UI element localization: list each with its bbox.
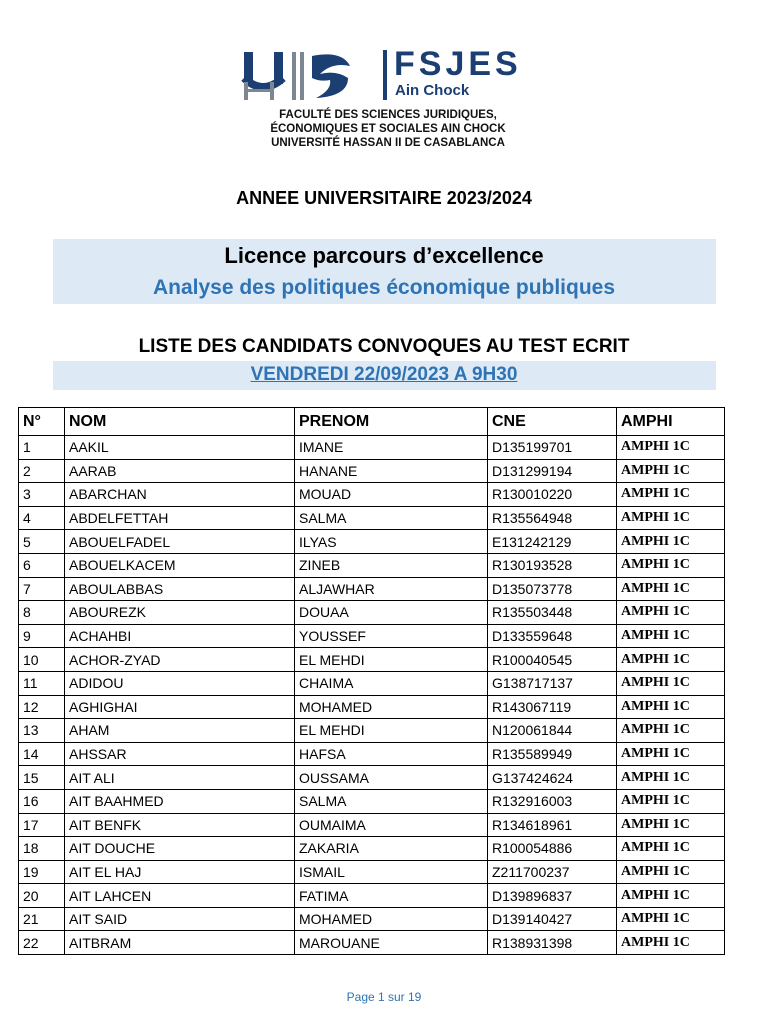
cell-nom: ADIDOU [65, 671, 295, 695]
faculty-logo [238, 46, 538, 152]
cell-amphi: AMPHI 1C [617, 742, 725, 766]
table-row [19, 483, 725, 507]
cell-cne: D131299194 [488, 459, 617, 483]
faculty-name-line-1: FACULTÉ DES SCIENCES JURIDIQUES, [279, 109, 497, 121]
cell-cne: Z211700237 [488, 860, 617, 884]
cell-nom: ABOUELKACEM [65, 553, 295, 577]
cell-prenom: ILYAS [295, 530, 488, 554]
cell-cne: R135589949 [488, 742, 617, 766]
cell-amphi: AMPHI 1C [617, 624, 725, 648]
cell-cne: R130193528 [488, 553, 617, 577]
program-title: Licence parcours d’excellence [224, 243, 544, 268]
cell-amphi: AMPHI 1C [617, 530, 725, 554]
cell-nom: AAKIL [65, 436, 295, 460]
logo-divider [383, 50, 387, 100]
table-row [19, 695, 725, 719]
cell-nom: ABARCHAN [65, 483, 295, 507]
exam-date: VENDREDI 22/09/2023 A 9H30 [250, 364, 518, 385]
cell-prenom: ZINEB [295, 553, 488, 577]
cell-cne: R135503448 [488, 601, 617, 625]
table-row [19, 577, 725, 601]
cell-prenom: ISMAIL [295, 860, 488, 884]
cell-nom: AIT ALI [65, 766, 295, 790]
candidates-table [18, 407, 725, 955]
cell-amphi: AMPHI 1C [617, 459, 725, 483]
cell-prenom: DOUAA [295, 601, 488, 625]
cell-cne: N120061844 [488, 719, 617, 743]
cell-amphi: AMPHI 1C [617, 931, 725, 955]
table-row [19, 837, 725, 861]
cell-prenom: YOUSSEF [295, 624, 488, 648]
table-row [19, 907, 725, 931]
cell-prenom: OUMAIMA [295, 813, 488, 837]
table-row [19, 624, 725, 648]
table-row [19, 719, 725, 743]
cell-number: 7 [19, 577, 65, 601]
column-header-prenom: PRENOM [295, 408, 488, 436]
cell-cne: R132916003 [488, 789, 617, 813]
cell-nom: AIT BENFK [65, 813, 295, 837]
cell-amphi: AMPHI 1C [617, 860, 725, 884]
cell-prenom: MOHAMED [295, 695, 488, 719]
cell-number: 19 [19, 860, 65, 884]
cell-nom: ACHOR-ZYAD [65, 648, 295, 672]
cell-amphi: AMPHI 1C [617, 719, 725, 743]
cell-nom: AIT EL HAJ [65, 860, 295, 884]
faculty-name-line-2: ÉCONOMIQUES ET SOCIALES AIN CHOCK [270, 123, 506, 135]
cell-prenom: FATIMA [295, 884, 488, 908]
table-row [19, 742, 725, 766]
cell-number: 15 [19, 766, 65, 790]
cell-amphi: AMPHI 1C [617, 813, 725, 837]
table-row [19, 860, 725, 884]
cell-number: 20 [19, 884, 65, 908]
cell-prenom: MOHAMED [295, 907, 488, 931]
cell-cne: R130010220 [488, 483, 617, 507]
cell-amphi: AMPHI 1C [617, 436, 725, 460]
cell-number: 18 [19, 837, 65, 861]
cell-amphi: AMPHI 1C [617, 766, 725, 790]
cell-cne: R143067119 [488, 695, 617, 719]
table-row [19, 530, 725, 554]
academic-year: ANNEE UNIVERSITAIRE 2023/2024 [236, 188, 532, 208]
cell-cne: D139140427 [488, 907, 617, 931]
cell-prenom: SALMA [295, 789, 488, 813]
cell-amphi: AMPHI 1C [617, 671, 725, 695]
cell-number: 12 [19, 695, 65, 719]
cell-prenom: ALJAWHAR [295, 577, 488, 601]
table-row [19, 648, 725, 672]
cell-cne: G137424624 [488, 766, 617, 790]
table-header-row [19, 408, 725, 436]
cell-number: 2 [19, 459, 65, 483]
cell-number: 14 [19, 742, 65, 766]
cell-prenom: ZAKARIA [295, 837, 488, 861]
cell-number: 3 [19, 483, 65, 507]
cell-nom: ABDELFETTAH [65, 506, 295, 530]
logo-subtitle: Ain Chock [395, 82, 470, 99]
cell-cne: E131242129 [488, 530, 617, 554]
cell-prenom: OUSSAMA [295, 766, 488, 790]
table-row [19, 766, 725, 790]
cell-amphi: AMPHI 1C [617, 884, 725, 908]
cell-number: 22 [19, 931, 65, 955]
table-row [19, 813, 725, 837]
column-header-nom: NOM [65, 408, 295, 436]
cell-number: 6 [19, 553, 65, 577]
cell-prenom: CHAIMA [295, 671, 488, 695]
cell-nom: ABOUELFADEL [65, 530, 295, 554]
cell-nom: AITBRAM [65, 931, 295, 955]
cell-amphi: AMPHI 1C [617, 907, 725, 931]
cell-cne: D139896837 [488, 884, 617, 908]
cell-prenom: MAROUANE [295, 931, 488, 955]
logo-title: FSJES [394, 45, 522, 83]
cell-nom: AARAB [65, 459, 295, 483]
cell-prenom: EL MEHDI [295, 719, 488, 743]
table-row [19, 789, 725, 813]
list-title: LISTE DES CANDIDATS CONVOQUES AU TEST ECRIT [138, 336, 630, 357]
table-row [19, 671, 725, 695]
table-row [19, 601, 725, 625]
cell-number: 11 [19, 671, 65, 695]
cell-number: 1 [19, 436, 65, 460]
cell-number: 8 [19, 601, 65, 625]
cell-amphi: AMPHI 1C [617, 601, 725, 625]
cell-number: 17 [19, 813, 65, 837]
cell-cne: G138717137 [488, 671, 617, 695]
page-number: Page 1 sur 19 [346, 990, 422, 1004]
cell-cne: R138931398 [488, 931, 617, 955]
cell-prenom: MOUAD [295, 483, 488, 507]
cell-prenom: SALMA [295, 506, 488, 530]
cell-amphi: AMPHI 1C [617, 553, 725, 577]
cell-cne: D133559648 [488, 624, 617, 648]
cell-number: 16 [19, 789, 65, 813]
cell-prenom: HANANE [295, 459, 488, 483]
cell-nom: ABOUREZK [65, 601, 295, 625]
cell-cne: D135199701 [488, 436, 617, 460]
cell-nom: AIT DOUCHE [65, 837, 295, 861]
table-row [19, 506, 725, 530]
table-row [19, 884, 725, 908]
cell-number: 13 [19, 719, 65, 743]
cell-cne: R100040545 [488, 648, 617, 672]
cell-number: 9 [19, 624, 65, 648]
cell-nom: AIT LAHCEN [65, 884, 295, 908]
cell-amphi: AMPHI 1C [617, 648, 725, 672]
cell-prenom: EL MEHDI [295, 648, 488, 672]
cell-prenom: IMANE [295, 436, 488, 460]
cell-nom: AIT BAAHMED [65, 789, 295, 813]
cell-nom: AHAM [65, 719, 295, 743]
university-name: UNIVERSITÉ HASSAN II DE CASABLANCA [271, 137, 505, 149]
table-row [19, 436, 725, 460]
cell-prenom: HAFSA [295, 742, 488, 766]
uh2-emblem-icon [240, 48, 370, 102]
cell-nom: AIT SAID [65, 907, 295, 931]
table-row [19, 459, 725, 483]
cell-cne: R134618961 [488, 813, 617, 837]
cell-nom: AGHIGHAI [65, 695, 295, 719]
column-header-amphi: AMPHI [617, 408, 725, 436]
cell-amphi: AMPHI 1C [617, 483, 725, 507]
table-row [19, 553, 725, 577]
cell-number: 21 [19, 907, 65, 931]
program-subtitle: Analyse des politiques économique publiques [152, 276, 616, 299]
cell-number: 4 [19, 506, 65, 530]
cell-amphi: AMPHI 1C [617, 577, 725, 601]
cell-amphi: AMPHI 1C [617, 789, 725, 813]
cell-number: 5 [19, 530, 65, 554]
cell-nom: AHSSAR [65, 742, 295, 766]
column-header-cne: CNE [488, 408, 617, 436]
cell-cne: D135073778 [488, 577, 617, 601]
column-header-number: N° [19, 408, 65, 436]
cell-cne: R135564948 [488, 506, 617, 530]
cell-amphi: AMPHI 1C [617, 506, 725, 530]
table-row [19, 931, 725, 955]
cell-nom: ABOULABBAS [65, 577, 295, 601]
cell-amphi: AMPHI 1C [617, 695, 725, 719]
cell-number: 10 [19, 648, 65, 672]
cell-amphi: AMPHI 1C [617, 837, 725, 861]
cell-cne: R100054886 [488, 837, 617, 861]
cell-nom: ACHAHBI [65, 624, 295, 648]
